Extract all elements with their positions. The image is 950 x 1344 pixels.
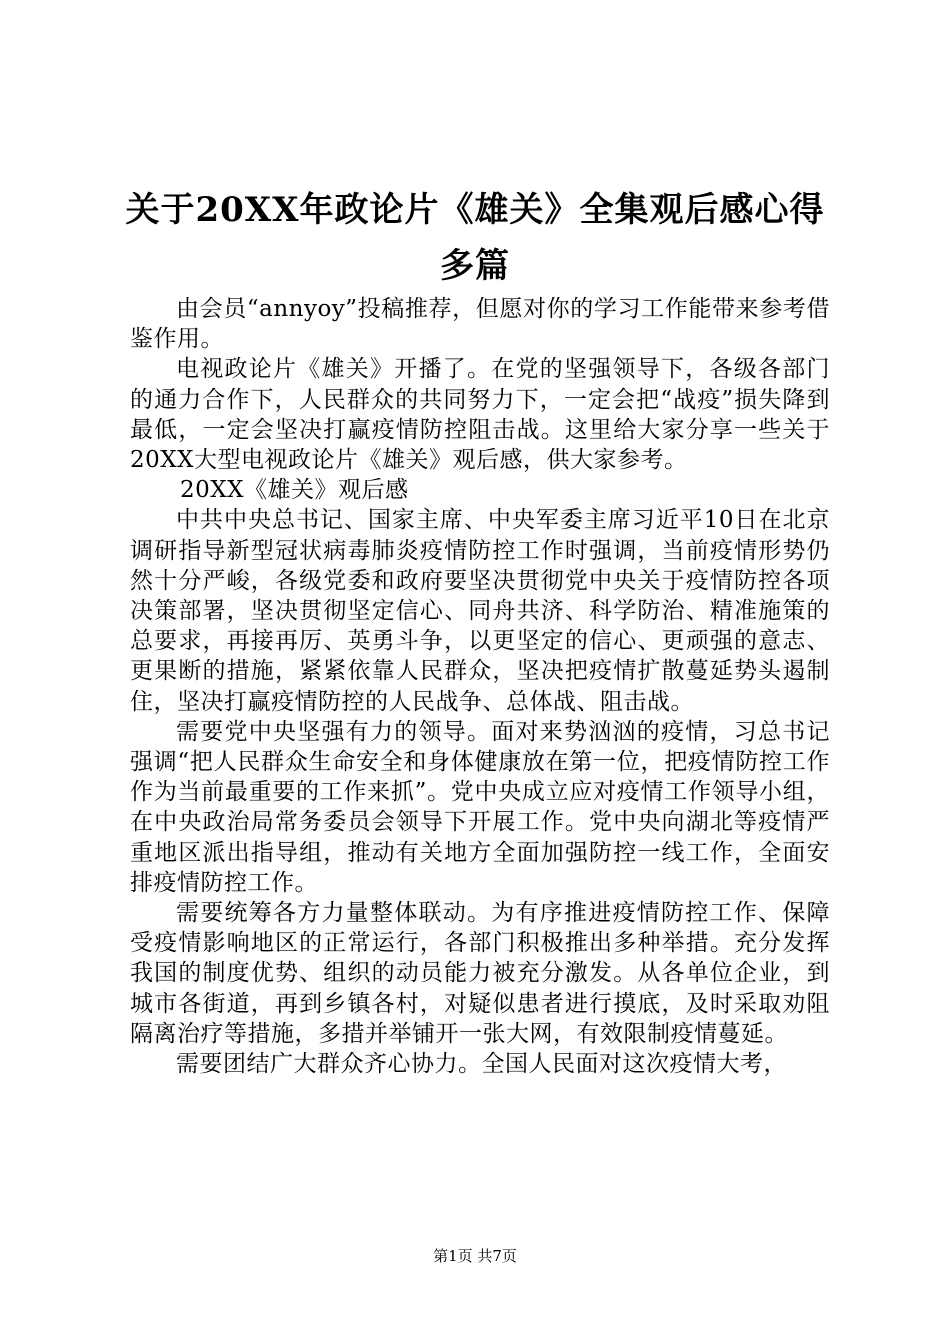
body-paragraph: 需要团结广大群众齐心协力。全国人民面对这次疫情大考， <box>176 1051 787 1078</box>
body-paragraph: 中共中央总书记、国家主席、中央军委主席习近平10日在北京调研指导新型冠状病毒肺炎疫情防控工作时强调，当前疫情形势仍然十分严峻，各级党委和政府要坚决贯彻党中央关于疫情防控各项决策部署，坚决贯彻坚定信心、同舟共济、科学防治、精准施策的总要求，再接再厉、英勇斗争，以更坚定的信心、更顽强的意志、更果断的措施，紧紧依靠人民群众，坚决把疫情扩散蔓延势头遏制住，坚决打赢疫情防控的人民战争、总体战、阻击战。 <box>130 507 830 715</box>
intro-paragraph: 电视政论片《雄关》开播了。在党的坚强领导下，各级各部门的通力合作下，人民群众的共同努力下，一定会把“战疫”损失降到最低，一定会坚决打赢疫情防控阻击战。这里给大家分享一些关于20XX大型电视政论片《雄关》观后感，供大家参考。 <box>130 356 830 474</box>
body-paragraph: 需要统筹各方力量整体联动。为有序推进疫情防控工作、保障受疫情影响地区的正常运行，各部门积极推出多种举措。充分发挥我国的制度优势、组织的动员能力被充分激发。从各单位企业，到城市各街道，再到乡镇各村，对疑似患者进行摸底，及时采取劝阻隔离治疗等措施，多措并举铺开一张大网，有效限制疫情蔓延。 <box>130 900 830 1047</box>
document-body <box>130 294 830 1079</box>
intro-note-paragraph: 由会员“annyoy”投稿推荐，但愿对你的学习工作能带来参考借鉴作用。 <box>130 296 830 353</box>
section-heading: 20XX《雄关》观后感 <box>180 477 409 504</box>
page-footer: 第1页 共7页 <box>433 1247 517 1265</box>
body-paragraph: 需要党中央坚强有力的领导。面对来势汹汹的疫情，习总书记强调“把人民群众生命安全和身体健康放在第一位，把疫情防控工作作为当前最重要的工作来抓”。党中央成立应对疫情工作领导小组，在中央政治局常务委员会领导下开展工作。党中央向湖北等疫情严重地区派出指导组，推动有关地方全面加强防控一线工作，全面安排疫情防控工作。 <box>130 718 830 896</box>
document-title: 关于20XX年政论片《雄关》全集观后感心得多篇 <box>125 190 825 286</box>
